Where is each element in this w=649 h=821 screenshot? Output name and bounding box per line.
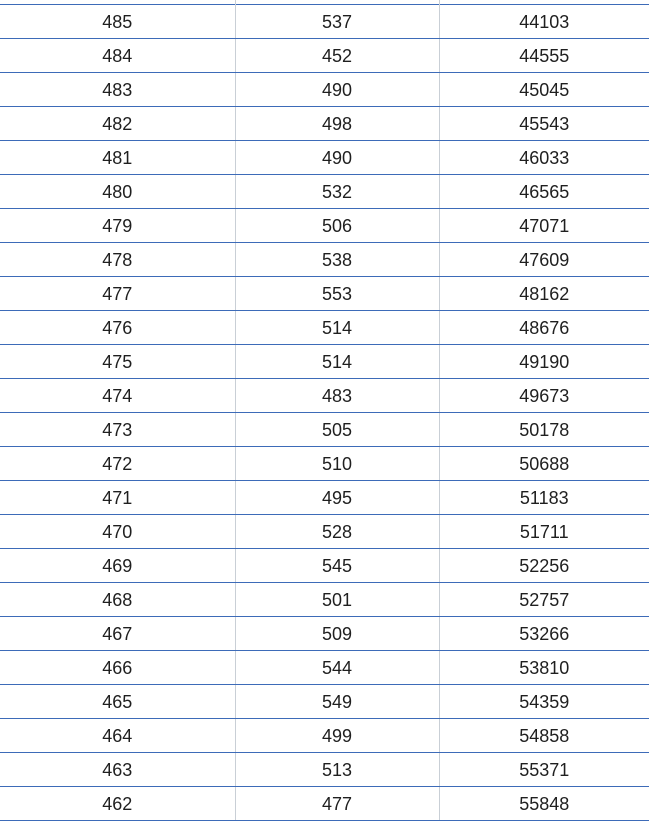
table-cell-score: 474 — [0, 379, 235, 413]
table-cell-cumulative: 54858 — [439, 719, 649, 753]
table-cell-cumulative: 44555 — [439, 39, 649, 73]
score-table-container — [0, 4, 649, 821]
table-cell-score: 477 — [0, 277, 235, 311]
table-cell-cumulative: 52256 — [439, 549, 649, 583]
table-row — [0, 345, 649, 379]
table-row — [0, 515, 649, 549]
table-cell-cumulative: 45543 — [439, 107, 649, 141]
table-row — [0, 617, 649, 651]
table-cell-score: 475 — [0, 345, 235, 379]
table-cell-score: 464 — [0, 719, 235, 753]
table-cell-cumulative: 53810 — [439, 651, 649, 685]
table-cell-count: 549 — [235, 685, 439, 719]
table-cell-score: 470 — [0, 515, 235, 549]
table-row — [0, 141, 649, 175]
table-cell-count: 509 — [235, 617, 439, 651]
table-cell-score: 462 — [0, 787, 235, 821]
table-cell-count: 506 — [235, 209, 439, 243]
table-cell-score: 463 — [0, 753, 235, 787]
table-row — [0, 447, 649, 481]
table-cell-score: 466 — [0, 651, 235, 685]
table-row — [0, 413, 649, 447]
table-cell-score: 465 — [0, 685, 235, 719]
table-cell-count: 498 — [235, 107, 439, 141]
table-cell-count: 477 — [235, 787, 439, 821]
score-table — [0, 4, 649, 821]
table-cell-cumulative: 46033 — [439, 141, 649, 175]
table-row — [0, 549, 649, 583]
table-cell-count: 537 — [235, 5, 439, 39]
table-cell-score: 481 — [0, 141, 235, 175]
table-cell-cumulative: 44103 — [439, 5, 649, 39]
table-cell-count: 544 — [235, 651, 439, 685]
table-cell-score: 476 — [0, 311, 235, 345]
table-cell-cumulative: 45045 — [439, 73, 649, 107]
table-cell-cumulative: 46565 — [439, 175, 649, 209]
table-row — [0, 5, 649, 39]
table-row — [0, 243, 649, 277]
table-cell-count: 510 — [235, 447, 439, 481]
table-cell-cumulative: 51183 — [439, 481, 649, 515]
table-cell-score: 483 — [0, 73, 235, 107]
table-cell-count: 499 — [235, 719, 439, 753]
table-cell-cumulative: 47071 — [439, 209, 649, 243]
table-cell-count: 514 — [235, 345, 439, 379]
table-row — [0, 277, 649, 311]
table-cell-count: 532 — [235, 175, 439, 209]
table-row — [0, 753, 649, 787]
table-cell-count: 490 — [235, 73, 439, 107]
table-cell-count: 501 — [235, 583, 439, 617]
table-row — [0, 787, 649, 821]
table-body — [0, 5, 649, 821]
table-cell-score: 479 — [0, 209, 235, 243]
table-cell-count: 490 — [235, 141, 439, 175]
table-cell-count: 514 — [235, 311, 439, 345]
table-cell-cumulative: 47609 — [439, 243, 649, 277]
table-cell-count: 553 — [235, 277, 439, 311]
table-cell-cumulative: 55371 — [439, 753, 649, 787]
table-cell-score: 484 — [0, 39, 235, 73]
table-cell-score: 478 — [0, 243, 235, 277]
table-row — [0, 379, 649, 413]
table-cell-cumulative: 54359 — [439, 685, 649, 719]
table-row — [0, 685, 649, 719]
table-row — [0, 73, 649, 107]
table-cell-score: 467 — [0, 617, 235, 651]
table-cell-score: 471 — [0, 481, 235, 515]
table-cell-cumulative: 49673 — [439, 379, 649, 413]
table-row — [0, 175, 649, 209]
table-row — [0, 583, 649, 617]
table-row — [0, 651, 649, 685]
table-row — [0, 39, 649, 73]
table-cell-cumulative: 50178 — [439, 413, 649, 447]
table-cell-count: 538 — [235, 243, 439, 277]
table-cell-cumulative: 52757 — [439, 583, 649, 617]
table-row — [0, 311, 649, 345]
table-cell-cumulative: 48162 — [439, 277, 649, 311]
table-cell-count: 513 — [235, 753, 439, 787]
table-cell-count: 545 — [235, 549, 439, 583]
table-cell-cumulative: 49190 — [439, 345, 649, 379]
table-cell-cumulative: 50688 — [439, 447, 649, 481]
table-cell-cumulative: 51711 — [439, 515, 649, 549]
table-row — [0, 209, 649, 243]
table-cell-count: 452 — [235, 39, 439, 73]
table-cell-cumulative: 53266 — [439, 617, 649, 651]
table-cell-score: 472 — [0, 447, 235, 481]
table-cell-score: 473 — [0, 413, 235, 447]
table-row — [0, 719, 649, 753]
table-row — [0, 481, 649, 515]
table-cell-count: 528 — [235, 515, 439, 549]
table-cell-score: 485 — [0, 5, 235, 39]
table-row — [0, 107, 649, 141]
table-cell-cumulative: 48676 — [439, 311, 649, 345]
table-cell-score: 482 — [0, 107, 235, 141]
table-cell-score: 469 — [0, 549, 235, 583]
table-cell-count: 495 — [235, 481, 439, 515]
table-cell-count: 483 — [235, 379, 439, 413]
table-cell-score: 468 — [0, 583, 235, 617]
table-cell-cumulative: 55848 — [439, 787, 649, 821]
table-cell-count: 505 — [235, 413, 439, 447]
table-cell-score: 480 — [0, 175, 235, 209]
